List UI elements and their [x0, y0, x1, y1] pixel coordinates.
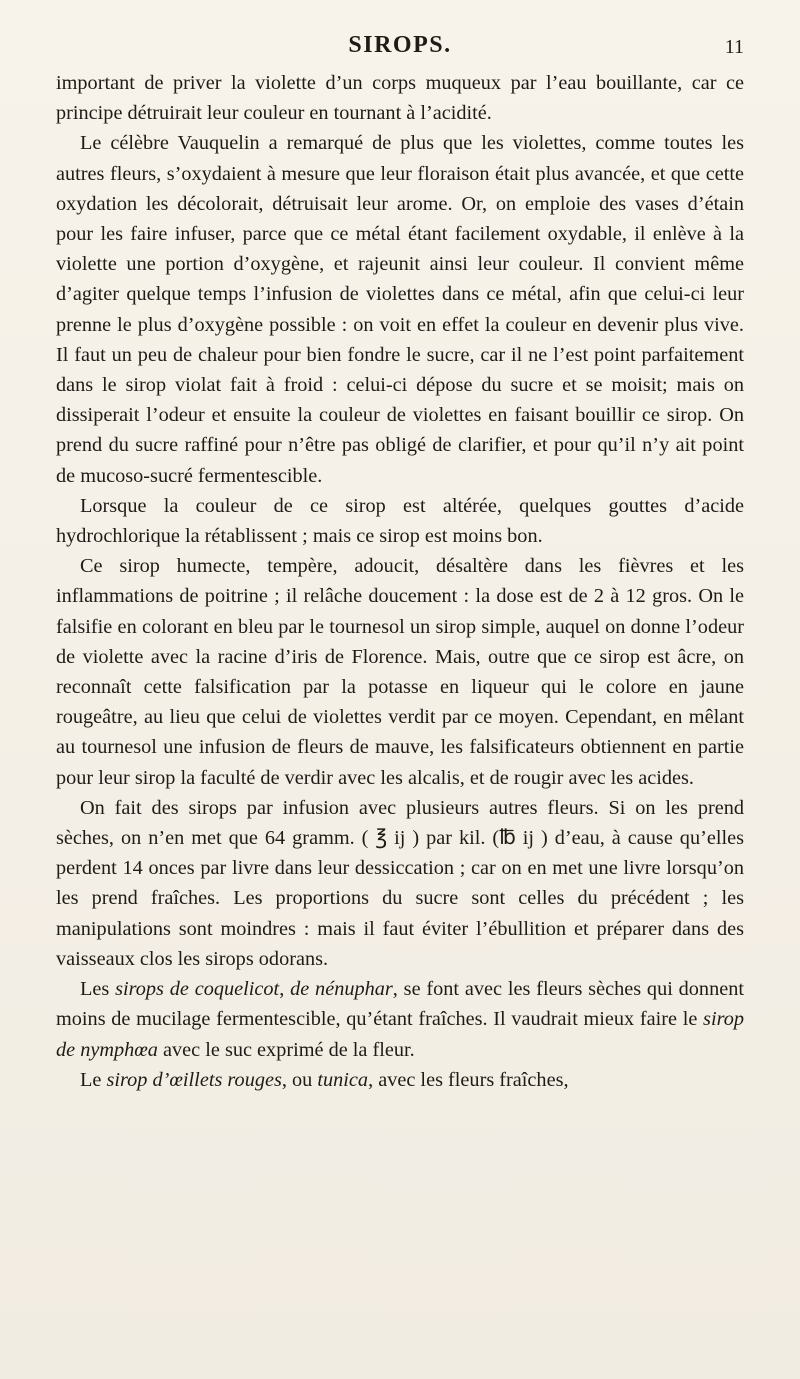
italic-term: sirop de nymphœa	[56, 1008, 744, 1061]
paragraph	[56, 68, 744, 128]
page-header	[56, 30, 744, 66]
page-number: 11	[724, 36, 744, 58]
text-segment: , se font avec les fleurs sèches qui donnent moins de mucilage fermentescible, qu’étant fraîches. Il vaudrait mieux faire le	[56, 978, 744, 1031]
italic-term: tunica	[317, 1068, 369, 1091]
running-title: SIROPS.	[348, 32, 452, 58]
paragraph	[56, 974, 744, 1065]
italic-term: de nénuphar	[290, 978, 393, 1001]
text-segment: Ce sirop humecte, tempère, adoucit, désaltère dans les fièvres et les inflammations de poitrine ; il relâche doucement : la dose est de 2 à 12 gros. On le falsifie en colorant en bleu par le tournesol un sirop simple, auquel on donne l’odeur de violette avec la racine d’iris de Florence. Mais, outre que ce sirop est âcre, on reconnaît cette falsification par la potasse en liqueur qui le colore en jaune rougeâtre, au lieu que celui de violettes verdit par ce moyen. Cependant, en mêlant au tournesol une infusion de fleurs de mauve, les falsificateurs obtiennent en partie pour leur sirop la faculté de verdir avec les alcalis, et de rougir avec les acides.	[56, 555, 744, 789]
text-segment: avec le suc exprimé de la fleur.	[157, 1038, 415, 1061]
text-segment: Le	[80, 1068, 107, 1091]
text-segment: important de priver la violette d’un corps muqueux par l’eau bouillante, car ce principe détruirait leur couleur en tournant à l’acidité.	[56, 72, 744, 125]
paragraph	[56, 1065, 744, 1095]
body-text	[56, 68, 744, 1095]
paragraph	[56, 128, 744, 490]
text-segment: Lorsque la couleur de ce sirop est altérée, quelques gouttes d’acide hydrochlorique la rétablissent ; mais ce sirop est moins bon.	[56, 494, 744, 548]
paragraph	[56, 793, 744, 974]
italic-term: sirop d’œillets rouges	[106, 1068, 282, 1091]
text-segment: Les	[80, 978, 116, 1001]
text-segment: Le célèbre Vauquelin a remarqué de plus que les violettes, comme toutes les autres fleurs, s’oxydaient à mesure que leur floraison était plus avancée, et que cette oxydation les décolorait, détruisait leur arome. Or, on emploie des vases d’étain pour les faire infuser, parce que ce métal étant facilement oxydable, il enlève à la violette une portion d’oxygène, et rajeunit ainsi leur couleur. Il convient même d’agiter quelque temps l’infusion de violettes dans ce métal, afin que celui-ci leur prenne le plus d’oxygène possible : on voit en effet la couleur en devenir plus vive. Il faut un peu de chaleur pour bien fondre le sucre, car il ne l’est point parfaitement dans le sirop violat fait à froid : celui-ci dépose du sucre et se moisit; mais on dissiperait l’odeur et ensuite la couleur de violettes en faisant bouillir ce sirop. On prend du sucre raffiné pour n’être pas obligé de clarifier, et pour qu’il n’y ait point de mucoso-sucré fermentescible.	[56, 132, 744, 487]
text-segment: , ou	[281, 1068, 318, 1091]
text-segment: ,	[279, 978, 291, 1001]
paragraph	[56, 551, 744, 793]
paragraph	[56, 491, 744, 551]
italic-term: sirops de coquelicot	[115, 978, 280, 1001]
text-segment: On fait des sirops par infusion avec plusieurs autres fleurs. Si on les prend sèches, on n’en met que 64 gramm. ( ℥ ij ) par kil. (℔ ij ) d’eau, à cause qu’elles perdent 14 onces par livre dans leur dessiccation ; car on en met une livre lorsqu’on les prend fraîches. Les proportions du sucre sont celles du précédent ; les manipulations sont moindres : mais il faut éviter l’ébullition et préparer dans des vaisseaux clos les sirops odorans.	[56, 796, 744, 970]
text-segment: , avec les fleurs fraîches,	[368, 1068, 569, 1091]
